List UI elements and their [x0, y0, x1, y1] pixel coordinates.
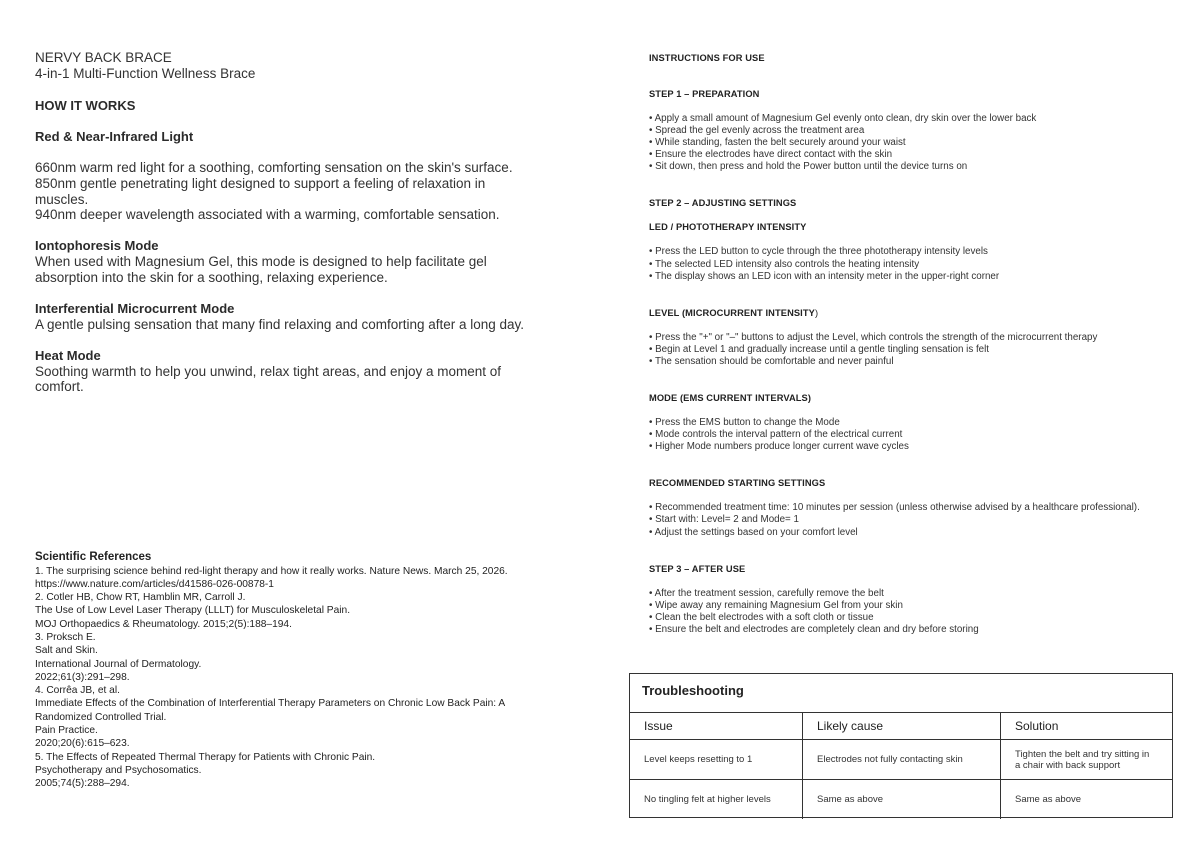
- table-row: [630, 740, 1172, 780]
- list-item: • Ensure the belt and electrodes are completely clean and dry before storing: [649, 623, 979, 635]
- table-cell: Tighten the belt and try sitting in a chair with back support: [1001, 740, 1173, 780]
- troubleshooting-box: [629, 673, 1173, 818]
- product-name: NERVY BACK BRACE: [35, 50, 172, 65]
- red-light-heading: Red & Near-Infrared Light: [35, 129, 194, 144]
- step1-heading: STEP 1 – PREPARATION: [649, 89, 760, 99]
- reference-line: Psychotherapy and Psychosomatics.: [35, 764, 202, 776]
- list-item: • Wipe away any remaining Magnesium Gel from your skin: [649, 599, 903, 611]
- table-cell: Same as above: [803, 780, 1001, 819]
- list-item: • Clean the belt electrodes with a soft cloth or tissue: [649, 611, 874, 623]
- interferential-text: A gentle pulsing sensation that many find relaxing and comforting after a long day.: [35, 316, 525, 332]
- level-list: [649, 332, 1169, 368]
- step3-list: [649, 588, 1169, 636]
- level-heading: [649, 307, 1169, 319]
- table-cell: Electrodes not fully contacting skin: [803, 740, 1001, 780]
- list-item: • Press the "+" or "–" buttons to adjust the Level, which controls the strength of the microcurrent therapy: [649, 331, 1098, 343]
- list-item: • Sit down, then press and hold the Power button until the device turns on: [649, 161, 968, 173]
- table-header-row: [630, 713, 1172, 740]
- led-heading: LED / PHOTOTHERAPY INTENSITY: [649, 222, 807, 233]
- reference-line: MOJ Orthopaedics & Rheumatology. 2015;2(5):188–194.: [35, 618, 292, 630]
- column-header-solution: Solution: [1001, 713, 1173, 740]
- step3-heading: STEP 3 – AFTER USE: [649, 563, 746, 574]
- mode-list: [649, 417, 1169, 453]
- list-item: • Press the LED button to cycle through the three phototherapy intensity levels: [649, 246, 988, 258]
- reference-line: 2022;61(3):291–298.: [35, 671, 130, 683]
- list-item: • Higher Mode numbers produce longer current wave cycles: [649, 441, 909, 453]
- table-row: [630, 780, 1172, 819]
- list-item: • Ensure the electrodes have direct contact with the skin: [649, 149, 893, 161]
- list-item: • Recommended treatment time: 10 minutes per session (unless otherwise advised by a healthcare professional).: [649, 502, 1140, 514]
- led-list: [649, 246, 1169, 282]
- list-item: • While standing, fasten the belt securely around your waist: [649, 137, 906, 149]
- list-item: • The sensation should be comfortable and never painful: [649, 355, 894, 367]
- reference-line: The Use of Low Level Laser Therapy (LLLT) for Musculoskeletal Pain.: [35, 605, 351, 617]
- references-title: Scientific References: [35, 551, 152, 563]
- step1-list: [649, 113, 1169, 173]
- mode-heading: MODE (EMS CURRENT INTERVALS): [649, 393, 812, 404]
- heat-text: Soothing warmth to help you unwind, relax tight areas, and enjoy a moment of comfort.: [35, 363, 502, 395]
- reference-line: 2005;74(5):288–294.: [35, 778, 130, 790]
- reference-line: https://www.nature.com/articles/d41586-026-00878-1: [35, 578, 274, 590]
- list-item: • Apply a small amount of Magnesium Gel evenly onto clean, dry skin over the lower back: [649, 113, 1037, 124]
- red-light-line: 660nm warm red light for a soothing, comforting sensation on the skin's surface.: [35, 160, 513, 175]
- reference-line: Pain Practice.: [35, 725, 98, 737]
- iontophoresis-heading: Iontophoresis Mode: [35, 238, 159, 254]
- table-cell: Same as above: [1001, 780, 1173, 819]
- left-column: [35, 50, 535, 395]
- red-light-line: 940nm deeper wavelength associated with a warming, comfortable sensation.: [35, 207, 500, 223]
- list-item: • Press the EMS button to change the Mode: [649, 417, 840, 429]
- table-cell: Level keeps resetting to 1: [630, 740, 803, 780]
- red-light-line: 850nm gentle penetrating light designed to support a feeling of relaxation in muscles.: [35, 175, 486, 207]
- heat-heading: Heat Mode: [35, 347, 101, 363]
- reference-line: 1. The surprising science behind red-light therapy and how it really works. Nature News. March 25, 2026.: [35, 565, 508, 577]
- list-item: • Mode controls the interval pattern of the electrical current: [649, 429, 903, 441]
- reference-line: 2020;20(6):615–623.: [35, 738, 130, 750]
- reference-line: 3. Proksch E.: [35, 631, 96, 643]
- table-cell: No tingling felt at higher levels: [630, 780, 803, 819]
- recommended-heading: RECOMMENDED STARTING SETTINGS: [649, 478, 826, 489]
- troubleshooting-title: Troubleshooting: [642, 683, 744, 698]
- list-item: • Spread the gel evenly across the treatment area: [649, 125, 865, 137]
- scientific-references: [35, 551, 535, 791]
- list-item: • The display shows an LED icon with an intensity meter in the upper-right corner: [649, 270, 1000, 282]
- troubleshooting-table: [630, 712, 1172, 819]
- column-header-issue: Issue: [630, 713, 803, 740]
- reference-line: International Journal of Dermatology.: [35, 658, 202, 670]
- column-header-cause: Likely cause: [803, 713, 1001, 740]
- list-item: • Adjust the settings based on your comfort level: [649, 526, 858, 538]
- instructions-title: INSTRUCTIONS FOR USE: [649, 53, 765, 63]
- level-heading-text: LEVEL (MICROCURRENT INTENSITY: [649, 307, 815, 318]
- product-subtitle: 4-in-1 Multi-Function Wellness Brace: [35, 66, 256, 81]
- list-item: • Start with: Level= 2 and Mode= 1: [649, 514, 799, 526]
- instructions-column: [649, 52, 1169, 636]
- reference-line: 5. The Effects of Repeated Thermal Therapy for Patients with Chronic Pain.: [35, 751, 376, 763]
- recommended-list: [649, 502, 1169, 538]
- list-item: • After the treatment session, carefully remove the belt: [649, 587, 884, 599]
- level-heading-suffix: ): [814, 307, 819, 318]
- list-item: • Begin at Level 1 and gradually increase until a gentle tingling sensation is felt: [649, 343, 990, 355]
- iontophoresis-text: When used with Magnesium Gel, this mode is designed to help facilitate gel absorption into the skin for a soothing, relaxing experience.: [35, 254, 487, 285]
- interferential-heading: Interferential Microcurrent Mode: [35, 300, 235, 316]
- reference-line: 2. Cotler HB, Chow RT, Hamblin MR, Carroll J.: [35, 592, 246, 604]
- how-it-works-heading: HOW IT WORKS: [35, 98, 136, 113]
- reference-line: Immediate Effects of the Combination of Interferential Therapy Parameters on Chronic Low Back Pain: A Randomized Controlled Trial.: [35, 698, 505, 723]
- step2-heading: STEP 2 – ADJUSTING SETTINGS: [649, 198, 797, 209]
- reference-line: Salt and Skin.: [35, 645, 98, 657]
- reference-line: 4. Corrêa JB, et al.: [35, 685, 120, 697]
- list-item: • The selected LED intensity also controls the heating intensity: [649, 258, 920, 270]
